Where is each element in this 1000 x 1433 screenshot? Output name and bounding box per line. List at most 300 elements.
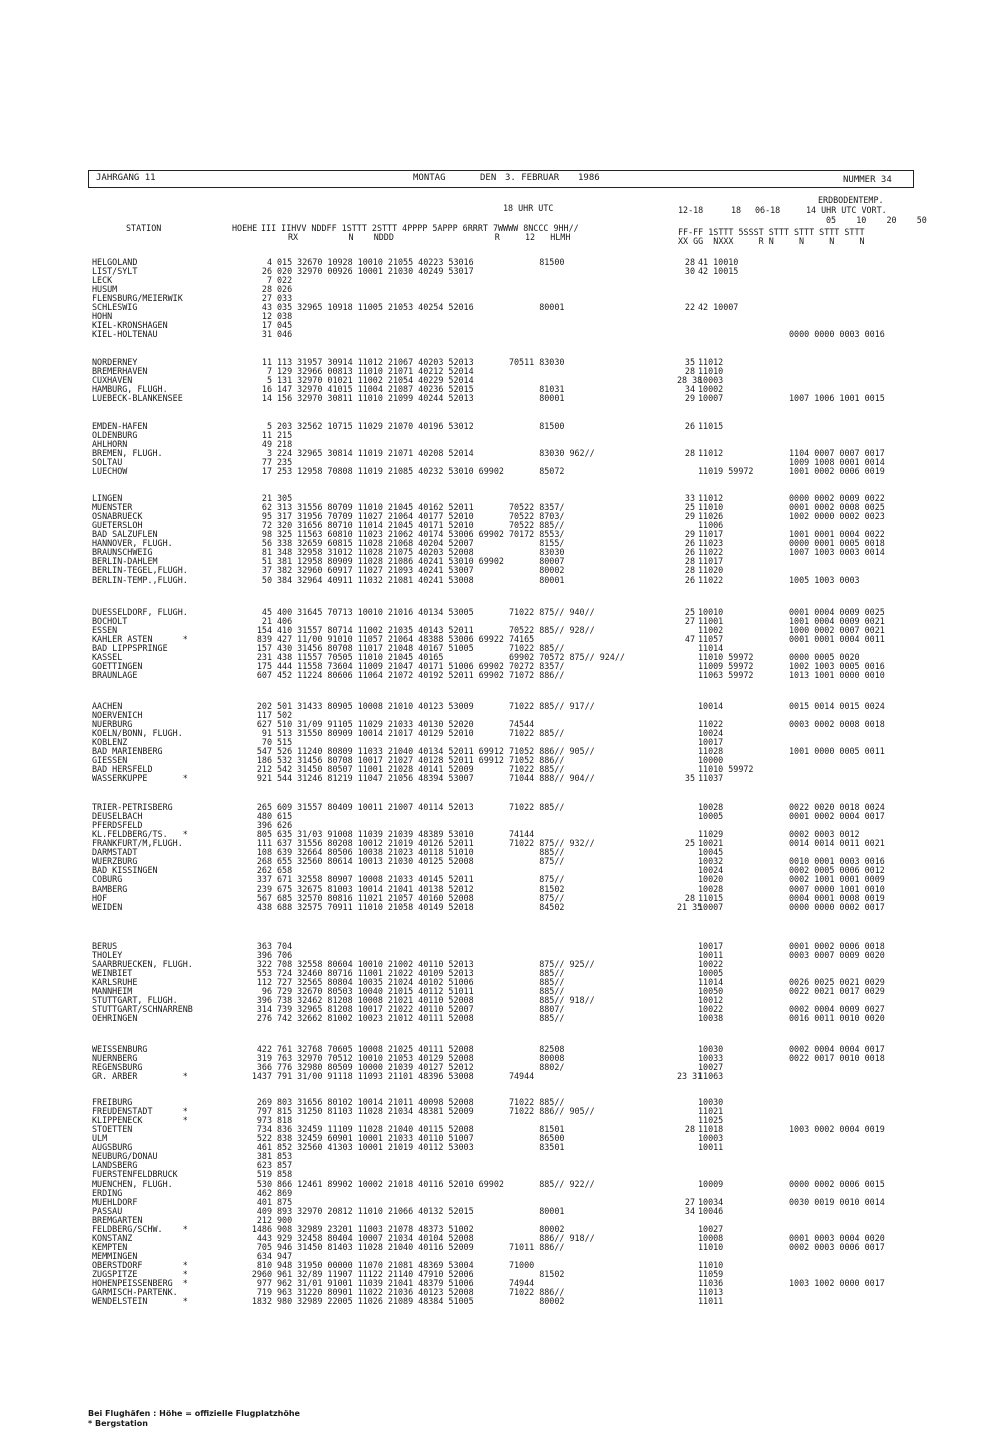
cell-station: SCHLESWIG	[92, 302, 138, 313]
date-label: DEN	[480, 173, 497, 183]
cell-station: FREUDENSTADT *	[92, 1106, 188, 1116]
cell-synop: 980 32989 22005 11026 21089 48384 51005 80002	[277, 1296, 565, 1307]
cell-hoehe: 567	[256, 892, 272, 903]
cell-synop: 501 31433 80905 10008 21010 40123 53009 71022 885// 917//	[277, 701, 595, 711]
cell-synop: 655 32560 80614 10013 21030 40125 52008 875//	[277, 856, 565, 867]
cell-groups: 10003	[698, 375, 724, 386]
cell-synop: 615	[277, 811, 293, 821]
cell-synop: 962 31/01 91001 11039 21041 48379 51006 74944	[277, 1278, 535, 1288]
cell-groups: 10028	[698, 883, 724, 894]
cell-station: WASSERKUPPE *	[92, 773, 188, 784]
cell-station: BREMGARTEN	[92, 1214, 143, 1225]
cell-window: 25	[684, 502, 695, 513]
cell-groups: 10002	[698, 384, 724, 395]
cell-soil: 1001 0004 0009 0021	[789, 616, 885, 626]
cell-hoehe: 480	[256, 811, 272, 821]
cell-groups: 10007	[698, 901, 724, 912]
cell-soil: 0010 0001 0003 0016	[789, 856, 885, 867]
cell-hoehe: 51	[261, 556, 272, 567]
cell-station: DARMSTADT	[92, 847, 138, 858]
cell-groups: 11063 59972	[698, 670, 754, 681]
cell-hoehe: 522	[256, 1133, 272, 1144]
cell-groups: 11021	[698, 1106, 724, 1116]
cell-groups: 10038	[698, 1013, 724, 1024]
cell-hoehe: 977	[256, 1278, 272, 1288]
cell-groups: 11019 59972	[698, 466, 754, 477]
cell-soil: 1009 1008 0001 0014	[789, 457, 885, 468]
cell-hoehe: 322	[256, 959, 272, 970]
cell-soil: 0030 0019 0010 0014	[789, 1196, 885, 1207]
cell-groups: 11012	[698, 493, 724, 503]
cell-hoehe: 4	[266, 257, 272, 267]
cell-station: WUERZBURG	[92, 856, 138, 867]
cell-synop: 452 11224 80606 11064 21072 40192 52011 69902 71072 886//	[277, 670, 565, 681]
cell-hoehe: 607	[256, 670, 272, 681]
cell-groups: 11012	[698, 448, 724, 459]
cell-hoehe: 77	[261, 457, 272, 468]
cell-groups: 10028	[698, 802, 724, 812]
cell-groups: 10024	[698, 728, 724, 739]
cell-synop: 708 32558 80604 10010 21002 40110 52013 875// 925//	[277, 959, 595, 970]
cell-groups: 10022	[698, 959, 724, 970]
cell-hoehe: 11	[261, 357, 272, 367]
cell-hoehe: 810	[256, 1259, 272, 1270]
cell-synop: 671 32558 80907 10008 21033 40145 52011 875//	[277, 874, 565, 885]
cell-synop: 947	[277, 1250, 293, 1261]
cell-groups: 11037	[698, 773, 724, 784]
cell-synop: 688 32575 70911 11010 21058 40149 52018 84502	[277, 901, 565, 912]
cell-window: 26	[684, 421, 695, 431]
cell-soil: 0026 0025 0021 0029	[789, 977, 885, 988]
utc18-heading: 18 UHR UTC	[503, 203, 554, 213]
cell-hoehe: 719	[256, 1287, 272, 1297]
cell-station: BAD LIPPSPRINGE	[92, 643, 168, 654]
cell-station: MUENSTER	[92, 502, 133, 513]
cell-station: PASSAU	[92, 1205, 123, 1216]
cell-synop: 635 31/03 91008 11039 21039 48389 53010 74144	[277, 829, 535, 840]
groups-right-subheading: XX GG NXXX R N N N N	[678, 236, 865, 246]
cell-hoehe: 422	[256, 1044, 272, 1054]
footnote-airports: Bei Flughäfen : Höhe = offizielle Flugplatzhöhe	[88, 1409, 300, 1418]
cell-soil: 1104 0007 0007 0017	[789, 448, 885, 459]
cell-station: KLIPPENECK *	[92, 1115, 188, 1126]
window-heading: 12-18	[678, 205, 704, 215]
cell-station: NOERVENICH	[92, 710, 143, 720]
cell-synop: 963 31220 80901 11022 21036 40123 52008 71022 886//	[277, 1287, 565, 1297]
cell-soil: 0002 1001 0001 0009	[789, 874, 885, 885]
cell-station: HUSUM	[92, 284, 118, 295]
cell-hoehe: 154	[256, 625, 272, 636]
cell-hoehe: 265	[256, 802, 272, 812]
cell-synop: 866 12461 89902 10002 21018 40116 52010 69902 885// 922//	[277, 1178, 595, 1189]
cell-soil: 0000 0000 0002 0017	[789, 901, 885, 912]
cell-groups: 11014	[698, 643, 724, 654]
cell-synop: 658	[277, 865, 293, 876]
cell-window: 28	[684, 556, 695, 567]
cell-station: BREMERHAVEN	[92, 366, 148, 377]
cell-station: NUERNBERG	[92, 1053, 138, 1063]
cell-window: 25	[684, 607, 695, 617]
cell-station: ERDING	[92, 1187, 123, 1198]
cell-groups: 11015	[698, 421, 724, 431]
cell-hoehe: 276	[256, 1013, 272, 1024]
cell-groups: 11063	[698, 1071, 724, 1082]
cell-window: 28	[684, 565, 695, 576]
cell-soil: 1002 1003 0005 0016	[789, 661, 885, 672]
cell-hoehe: 705	[256, 1241, 272, 1252]
cell-window: 30	[684, 266, 695, 277]
cell-synop: 639 32664 80506 10038 21023 40118 51010 885//	[277, 847, 565, 858]
cell-hoehe: 921	[256, 773, 272, 784]
cell-groups: 11010	[698, 1259, 724, 1270]
cell-hoehe: 112	[256, 977, 272, 988]
cell-soil: 0007 0000 1001 0010	[789, 883, 885, 894]
cell-groups: 10008	[698, 1232, 724, 1243]
cell-hoehe: 98	[261, 529, 272, 540]
cell-hoehe: 797	[256, 1106, 272, 1116]
cell-synop: 513 31550 80909 10014 21017 40129 52010 71022 885//	[277, 728, 565, 739]
cell-hoehe: 363	[256, 941, 272, 951]
cell-synop: 738 32462 81208 10008 21021 40110 52008 885// 918//	[277, 995, 595, 1006]
cell-synop: 131 32970 01021 11002 21054 40229 52014	[277, 375, 474, 386]
cell-station: BREMEN, FLUGH.	[92, 448, 163, 459]
cell-window: 25	[684, 838, 695, 849]
cell-groups: 11020	[698, 565, 724, 576]
cell-soil: 1002 0000 0002 0023	[789, 511, 885, 522]
cell-window: 29	[684, 529, 695, 540]
cell-soil: 0002 0005 0006 0012	[789, 865, 885, 876]
cell-synop: 724 32460 80716 11001 21022 40109 52013 885//	[277, 968, 565, 979]
cell-synop: 427 11/00 91010 11057 21064 48388 53006 69922 74165	[277, 634, 535, 645]
cell-station: WEINBIET	[92, 968, 133, 979]
cell-synop: 203 32562 10715 11029 21070 40196 53012 81500	[277, 421, 565, 431]
cell-station: NUERBURG	[92, 719, 133, 730]
cell-synop: 857	[277, 1160, 293, 1171]
cell-station: BRAUNLAGE	[92, 670, 138, 681]
cell-synop: 381 12958 80909 11028 21086 40241 53010 69902 80007	[277, 556, 565, 567]
cell-station: TRIER-PETRISBERG	[92, 802, 173, 812]
cell-synop: 502	[277, 710, 293, 720]
cell-soil: 1003 0002 0004 0019	[789, 1124, 885, 1135]
cell-synop: 836 32459 11109 11028 21040 40115 52008 81501	[277, 1124, 565, 1135]
cell-synop: 908 32989 23201 11003 21078 48373 51002 80002	[277, 1223, 565, 1234]
cell-station: CUXHAVEN	[92, 375, 133, 386]
cell-station: GR. ARBER *	[92, 1071, 188, 1082]
cell-groups: 11012	[698, 357, 724, 367]
cell-station: HOHENPEISSENBERG *	[92, 1278, 188, 1288]
cell-synop: 875	[277, 1196, 293, 1207]
cell-synop: 818	[277, 1115, 293, 1126]
cell-station: ZUGSPITZE *	[92, 1269, 188, 1279]
cell-station: OBERSTDORF *	[92, 1259, 188, 1270]
cell-soil: 0022 0020 0018 0024	[789, 802, 885, 812]
cell-synop: 626	[277, 820, 293, 831]
cell-station: KAHLER ASTEN *	[92, 634, 188, 645]
cell-synop: 253 12958 70808 11019 21085 40232 53010 69902 85072	[277, 466, 565, 477]
cell-station: HELGOLAND	[92, 257, 138, 267]
cell-hoehe: 212	[256, 764, 272, 775]
cell-window: 28	[684, 1124, 695, 1135]
cell-station: LANDSBERG	[92, 1160, 138, 1171]
cell-groups: 10045	[698, 847, 724, 858]
cell-hoehe: 3	[266, 448, 272, 459]
cell-hoehe: 396	[256, 820, 272, 831]
cell-synop: 382 32960 60917 11027 21093 40241 53007 80002	[277, 565, 565, 576]
cell-groups: 11036	[698, 1278, 724, 1288]
cell-synop: 858	[277, 1169, 293, 1180]
cell-groups: 10020	[698, 874, 724, 885]
cell-groups: 11017	[698, 556, 724, 567]
cell-groups: 10027	[698, 1062, 724, 1073]
cell-synop: 532 31456 80708 10017 21027 40128 52011 69912 71052 886//	[277, 755, 565, 766]
cell-station: LIST/SYLT	[92, 266, 138, 277]
cell-groups: 10011	[698, 1142, 724, 1153]
cell-hoehe: 212	[256, 1214, 272, 1225]
cell-station: ESSEN	[92, 625, 118, 636]
cell-station: OEHRINGEN	[92, 1013, 138, 1024]
cell-hoehe: 2960	[251, 1269, 272, 1279]
cell-hoehe: 314	[256, 1004, 272, 1015]
cell-station: LECK	[92, 275, 113, 286]
cell-station: STOETTEN	[92, 1124, 133, 1135]
cell-groups: 11014	[698, 977, 724, 988]
cell-synop: 305	[277, 493, 293, 503]
cell-synop: 325 11563 60810 11023 21062 40174 53006 69902 70172 8553/	[277, 529, 565, 540]
groups-right-heading: FF-FF 1STTT 5SSST STTT STTT STTT STTT	[678, 227, 865, 237]
cell-station: FUERSTENFELDBRUCK	[92, 1169, 178, 1180]
cell-station: NORDERNEY	[92, 357, 138, 367]
cell-synop: 791 31/00 91118 11093 21101 48396 53008 74944	[277, 1071, 535, 1082]
cell-synop: 218	[277, 439, 293, 450]
cell-hoehe: 553	[256, 968, 272, 979]
cell-groups: 10030	[698, 1044, 724, 1054]
cell-synop: 893 32970 20812 11010 21066 40132 52015 80001	[277, 1205, 565, 1216]
cell-station: OSNABRUECK	[92, 511, 143, 522]
cell-hoehe: 157	[256, 643, 272, 654]
cell-station: STUTTGART/SCHNARRENB	[92, 1004, 193, 1015]
groups-heading: III IIHVV NDDFF 1STTT 2STTT 4PPPP 5APPP 6RRRT 7WWWW 8NCCC 9HH//	[261, 223, 579, 233]
cell-hoehe: 396	[256, 995, 272, 1006]
cell-station: SAARBRUECKEN, FLUGH.	[92, 959, 193, 970]
cell-synop: 129 32966 00813 11010 21071 40212 52014	[277, 366, 474, 377]
cell-station: REGENSBURG	[92, 1062, 143, 1073]
cell-groups: 11023	[698, 538, 724, 549]
cell-synop: 526 11240 80809 11033 21040 40134 52011 69912 71052 886// 905//	[277, 746, 595, 757]
cell-groups: 10012	[698, 995, 724, 1006]
erdboden-time: 14 UHR UTC VORT.	[806, 205, 887, 215]
cell-groups: 10014	[698, 701, 724, 711]
cell-groups: 10033	[698, 1053, 724, 1063]
station-heading: STATION	[126, 223, 162, 233]
cell-synop: 900	[277, 1214, 293, 1225]
cell-synop: 515	[277, 737, 293, 748]
cell-synop: 742 32662 81002 10023 21012 40111 52008 885//	[277, 1013, 565, 1024]
cell-groups: 11009 59972	[698, 661, 754, 672]
cell-hoehe: 396	[256, 950, 272, 960]
cell-groups: 10009	[698, 1178, 724, 1189]
cell-soil: 1001 0001 0004 0022	[789, 529, 885, 540]
cell-hoehe: 96	[261, 986, 272, 997]
cell-station: AUGSBURG	[92, 1142, 133, 1153]
cell-synop: 045	[277, 320, 293, 331]
cell-synop: 727 32565 80804 10035 21024 40102 51006 885//	[277, 977, 565, 988]
cell-station: KOBLENZ	[92, 737, 128, 748]
cell-station: THOLEY	[92, 950, 123, 960]
cell-station: STUTTGART, FLUGH.	[92, 995, 178, 1006]
cell-soil: 1005 1003 0003	[789, 574, 860, 585]
cell-hoehe: 1832	[251, 1296, 272, 1307]
cell-groups: 11010	[698, 502, 724, 513]
cell-groups: 11059	[698, 1269, 724, 1279]
cell-window: 21 35	[677, 901, 703, 912]
cell-soil: 0003 0007 0009 0020	[789, 950, 885, 960]
cell-window: 35	[684, 357, 695, 367]
cell-hoehe: 381	[256, 1151, 272, 1162]
cell-synop: 869	[277, 1187, 293, 1198]
cell-station: FLENSBURG/MEIERWIK	[92, 293, 183, 304]
date: 3. FEBRUAR	[505, 173, 560, 183]
cell-synop: 853	[277, 1151, 293, 1162]
cell-synop: 026	[277, 284, 293, 295]
h0618-heading: 06-18	[755, 205, 781, 215]
cell-window: 35	[684, 773, 695, 784]
cell-groups: 10021	[698, 838, 724, 849]
cell-hoehe: 262	[256, 865, 272, 876]
cell-soil: 0015 0014 0015 0024	[789, 701, 885, 711]
cell-hoehe: 37	[261, 565, 272, 576]
cell-synop: 384 32964 40911 11032 21081 40241 53008 80001	[277, 574, 565, 585]
cell-groups: 41 10010	[698, 257, 739, 267]
cell-hoehe: 7	[266, 366, 272, 377]
cell-station: BAD KISSINGEN	[92, 865, 158, 876]
cell-synop: 038	[277, 311, 293, 322]
year: 1986	[578, 173, 600, 183]
cell-hoehe: 12	[261, 311, 272, 322]
cell-hoehe: 634	[256, 1250, 272, 1261]
cell-hoehe: 91	[261, 728, 272, 739]
cell-hoehe: 231	[256, 652, 272, 663]
cell-soil: 0022 0021 0017 0029	[789, 986, 885, 997]
cell-soil: 0016 0011 0010 0020	[789, 1013, 885, 1024]
cell-window: 33	[684, 493, 695, 503]
cell-groups: 11025	[698, 1115, 724, 1126]
cell-synop: 542 31450 80507 11001 21028 40141 52009 71022 885//	[277, 764, 565, 775]
cell-synop: 015 32670 10928 10010 21055 40223 53016 81500	[277, 257, 565, 267]
cell-hoehe: 530	[256, 1178, 272, 1189]
cell-synop: 033	[277, 293, 293, 304]
cell-hoehe: 973	[256, 1115, 272, 1126]
cell-hoehe: 72	[261, 520, 272, 531]
cell-station: HANNOVER, FLUGH.	[92, 538, 173, 549]
cell-hoehe: 461	[256, 1142, 272, 1153]
cell-hoehe: 11	[261, 430, 272, 441]
cell-hoehe: 269	[256, 1097, 272, 1107]
cell-hoehe: 45	[261, 607, 272, 617]
cell-station: KOELN/BONN, FLUGH.	[92, 728, 183, 739]
cell-station: HAMBURG, FLUGH.	[92, 384, 168, 395]
cell-synop: 320 31656 80710 11014 21045 40171 52010 70522 885//	[277, 520, 565, 531]
cell-station: KONSTANZ	[92, 1232, 133, 1243]
cell-synop: 317 31956 70709 11027 21064 40177 52010 70522 8703/	[277, 511, 565, 522]
cell-soil: 0002 0004 0004 0017	[789, 1044, 885, 1054]
cell-groups: 42 10015	[698, 266, 739, 277]
cell-soil: 0000 0005 0020	[789, 652, 860, 663]
cell-hoehe: 70	[261, 737, 272, 748]
cell-synop: 406	[277, 616, 293, 626]
cell-hoehe: 627	[256, 719, 272, 730]
cell-groups: 11026	[698, 511, 724, 522]
cell-synop: 739 32965 81208 10017 21022 40110 52007 8807/	[277, 1004, 565, 1015]
footnote-mountain: * Bergstation	[88, 1419, 148, 1428]
cell-station: KIEL-HOLTENAU	[92, 329, 158, 340]
cell-soil: 0014 0014 0011 0021	[789, 838, 885, 849]
cell-window: 22	[684, 302, 695, 313]
cell-synop: 035 32965 10918 11005 21053 40254 52016 80001	[277, 302, 565, 313]
cell-station: OLDENBURG	[92, 430, 138, 441]
cell-hoehe: 14	[261, 393, 272, 404]
cell-synop: 313 31556 80709 11010 21045 40162 52011 70522 8357/	[277, 502, 565, 513]
cell-station: KEMPTEN	[92, 1241, 128, 1252]
cell-soil: 1003 1002 0000 0017	[789, 1278, 885, 1288]
cell-synop: 675 32675 81003 10014 21041 40138 52012 81502	[277, 883, 565, 894]
cell-synop: 761 32768 70605 10008 21025 40111 52008 82508	[277, 1044, 565, 1054]
cell-hoehe: 438	[256, 901, 272, 912]
cell-window: 34	[684, 384, 695, 395]
cell-station: NEUBURG/DONAU	[92, 1151, 158, 1162]
cell-hoehe: 1486	[251, 1223, 272, 1234]
cell-station: LINGEN	[92, 493, 123, 503]
cell-synop: 147 32970 41015 11004 21087 40236 52015 81031	[277, 384, 565, 395]
cell-station: GUETERSLOH	[92, 520, 143, 531]
cell-groups: 11015	[698, 892, 724, 903]
cell-station: MANNHEIM	[92, 986, 133, 997]
cell-synop: 948 31950 00000 11070 21081 48369 53004 71000	[277, 1259, 535, 1270]
cell-window: 26	[684, 574, 695, 585]
cell-soil: 1007 1006 1001 0015	[789, 393, 885, 404]
weekday: MONTAG	[413, 173, 446, 183]
cell-station: AACHEN	[92, 701, 123, 711]
cell-groups: 11029	[698, 829, 724, 840]
cell-window: 27	[684, 1196, 695, 1207]
cell-station: FELDBERG/SCHW. *	[92, 1223, 188, 1234]
cell-hoehe: 623	[256, 1160, 272, 1171]
cell-hoehe: 49	[261, 439, 272, 450]
cell-station: HOHN	[92, 311, 113, 322]
cell-hoehe: 108	[256, 847, 272, 858]
cell-station: KASSEL	[92, 652, 123, 663]
cell-groups: 10050	[698, 986, 724, 997]
cell-groups: 10027	[698, 1223, 724, 1234]
cell-groups: 11010 59972	[698, 652, 754, 663]
header-bar	[88, 170, 914, 188]
cell-station: KIEL-KRONSHAGEN	[92, 320, 168, 331]
cell-hoehe: 81	[261, 547, 272, 558]
cell-hoehe: 175	[256, 661, 272, 672]
cell-hoehe: 95	[261, 511, 272, 522]
cell-soil: 0000 0001 0005 0018	[789, 538, 885, 549]
cell-soil: 0003 0002 0008 0018	[789, 719, 885, 730]
cell-station: MUENCHEN, FLUGH.	[92, 1178, 173, 1189]
cell-window: 27	[684, 616, 695, 626]
cell-soil: 1000 0002 0007 0021	[789, 625, 885, 636]
cell-station: BERLIN-TEGEL,FLUGH.	[92, 565, 188, 576]
erdboden-heading: ERDBODENTEMP.	[818, 195, 884, 205]
cell-synop: 348 32958 31012 11028 21075 40203 52008 83030	[277, 547, 565, 558]
cell-soil: 0001 0002 0006 0018	[789, 941, 885, 951]
cell-station: KL.FELDBERG/TS. *	[92, 829, 188, 840]
cell-station: BOCHOLT	[92, 616, 128, 626]
groups-subheading: RX N NDDD R 12 HLMH	[288, 232, 571, 242]
